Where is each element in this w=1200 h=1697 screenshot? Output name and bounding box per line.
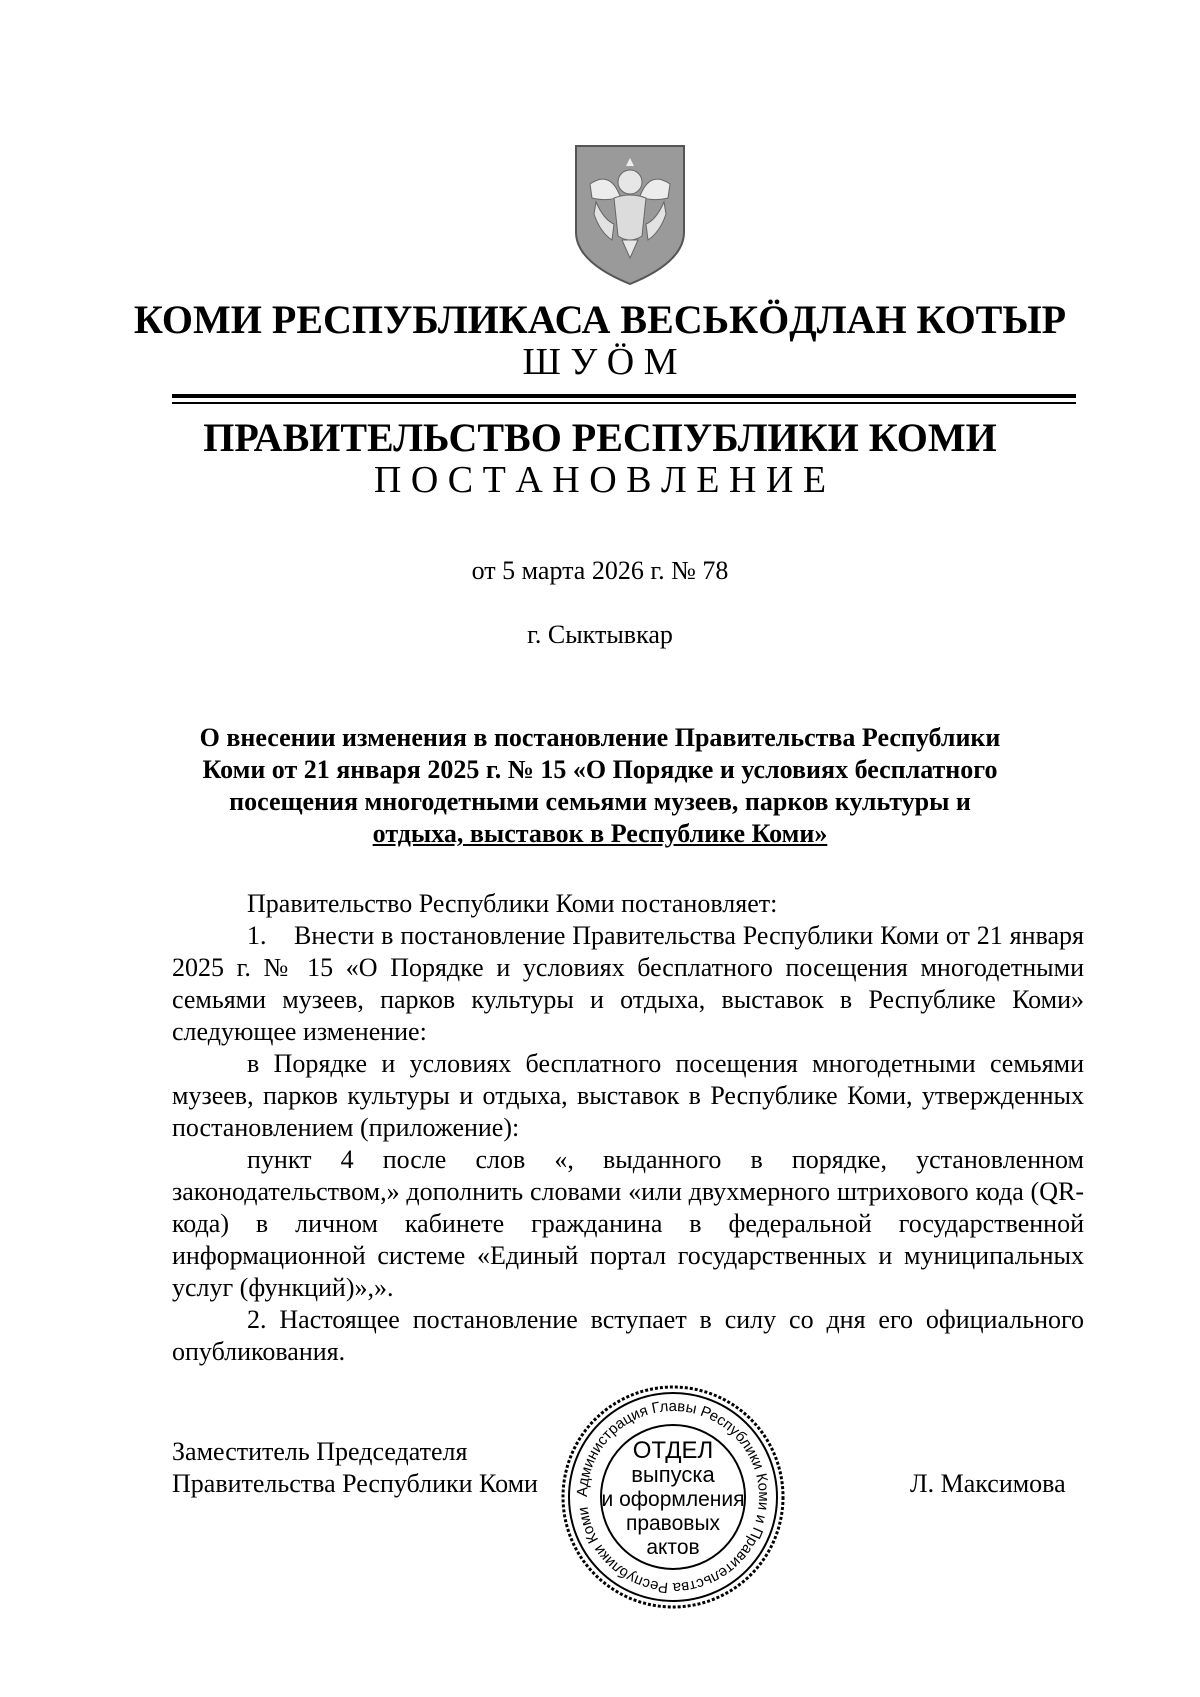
signatory-position-line: Заместитель Председателя: [172, 1437, 468, 1466]
ru-authority-title: ПРАВИТЕЛЬСТВО РЕСПУБЛИКИ КОМИ: [203, 415, 997, 460]
body-paragraph-4: 2. Настоящее постановление вступает в силу со дня его официального опубликования.: [172, 1305, 1084, 1366]
stamp-ring-text: Администрация Главы Республики Коми и Правительства Республики Коми: [573, 1397, 773, 1597]
stamp-center-line: выпуска: [631, 1462, 715, 1487]
body-intro: Правительство Республики Коми постановляет:: [247, 889, 778, 918]
coat-of-arms-komi-icon: [570, 140, 690, 290]
stamp-center-line: правовых: [625, 1512, 721, 1535]
document-date-number: от 5 марта 2026 г. № 78: [471, 556, 729, 585]
ru-document-type: П О С Т А Н О В Л Е Н И Е: [373, 459, 827, 501]
subject-line: посещения многодетными семьями музеев, парков культуры и: [229, 787, 971, 816]
subject-line: О внесении изменения в постановление Правительства Республики: [199, 723, 1001, 752]
stamp-center-line: ОТДЕЛ: [632, 1437, 714, 1464]
signatory-position: [172, 1436, 538, 1500]
document-body: [172, 888, 1084, 1368]
subject-line: Коми от 21 января 2025 г. № 15 «О Порядке и условиях бесплатного: [202, 755, 998, 784]
subject-line: отдыха, выставок в Республике Коми»: [372, 819, 828, 848]
document-city: г. Сыктывкар: [527, 620, 673, 649]
body-paragraph-1: 1. Внести в постановление Правительства Республики Коми от 21 января 2025 г. № 15 «О Порядке и условиях бесплатного посещения многодетными семьями музеев, парков культуры и отдыха, выставок в Республике Коми» следующее изменение:: [172, 921, 1084, 1046]
signatory-name: Л. Максимова: [910, 1469, 1066, 1498]
body-paragraph-2: в Порядке и условиях бесплатного посещения многодетными семьями музеев, парков культуры и отдыха, выставок в Республике Коми, утвержденных постановлением (приложение):: [172, 1049, 1084, 1142]
stamp-center-line: актов: [646, 1536, 700, 1559]
header-divider: [172, 394, 1076, 398]
header-divider-thin: [172, 402, 1076, 404]
stamp-center-line: и оформления: [601, 1488, 745, 1511]
official-stamp: [558, 1382, 788, 1612]
komi-document-type: Ш У Ӧ М: [522, 341, 678, 383]
body-paragraph-3: пункт 4 после слов «, выданного в порядке, установленном законодательством,» дополнить словами «или двухмерного штрихового кода (QR-кода) в личном кабинете гражданина в федеральной государственной информационной системе «Единый портал государственных и муниципальных услуг (функций)»,».: [172, 1145, 1084, 1302]
signatory-position-line: Правительства Республики Коми: [172, 1469, 538, 1498]
document-subject: [140, 722, 1060, 850]
komi-authority-title: КОМИ РЕСПУБЛИКАСА ВЕСЬКӦДЛАН КОТЫР: [133, 297, 1067, 342]
